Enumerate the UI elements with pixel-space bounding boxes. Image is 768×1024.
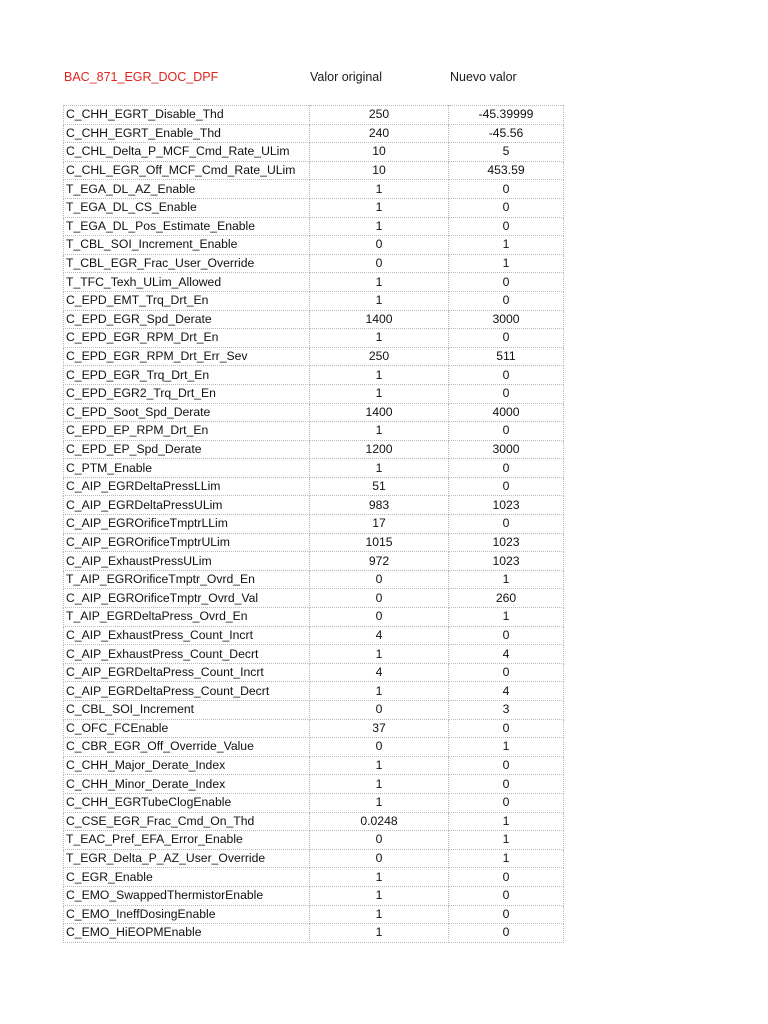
table-row bbox=[64, 273, 564, 292]
table-row bbox=[64, 106, 564, 125]
new-value-cell: 1 bbox=[449, 236, 564, 255]
original-value-cell: 10 bbox=[310, 143, 449, 162]
new-value-cell: 1 bbox=[449, 812, 564, 831]
table-row bbox=[64, 384, 564, 403]
new-value-cell: 4 bbox=[449, 645, 564, 664]
parameter-name-cell: C_AIP_ExhaustPressULim bbox=[64, 552, 310, 571]
new-value-cell: 0 bbox=[449, 459, 564, 478]
original-value-cell: 0 bbox=[310, 254, 449, 273]
table-row bbox=[64, 589, 564, 608]
original-value-cell: 972 bbox=[310, 552, 449, 571]
parameter-table bbox=[63, 105, 564, 943]
parameter-name-cell: C_AIP_EGRDeltaPress_Count_Incrt bbox=[64, 663, 310, 682]
original-value-cell: 0 bbox=[310, 589, 449, 608]
parameter-name-cell: C_AIP_EGRDeltaPressLLim bbox=[64, 477, 310, 496]
parameter-name-cell: C_EGR_Enable bbox=[64, 868, 310, 887]
table-row bbox=[64, 775, 564, 794]
table-row bbox=[64, 217, 564, 236]
new-value-cell: 4000 bbox=[449, 403, 564, 422]
table-row bbox=[64, 236, 564, 255]
new-value-cell: 1023 bbox=[449, 533, 564, 552]
original-value-cell: 1 bbox=[310, 422, 449, 441]
original-value-cell: 0 bbox=[310, 849, 449, 868]
original-value-cell: 1 bbox=[310, 366, 449, 385]
original-value-cell: 4 bbox=[310, 663, 449, 682]
new-value-cell: 0 bbox=[449, 366, 564, 385]
new-value-cell: 1023 bbox=[449, 552, 564, 571]
new-value-cell: 0 bbox=[449, 384, 564, 403]
parameter-name-cell: C_CHH_Minor_Derate_Index bbox=[64, 775, 310, 794]
parameter-name-cell: T_AIP_EGRDeltaPress_Ovrd_En bbox=[64, 608, 310, 627]
original-value-cell: 37 bbox=[310, 719, 449, 738]
parameter-name-cell: T_CBL_SOI_Increment_Enable bbox=[64, 236, 310, 255]
parameter-name-cell: T_EGA_DL_AZ_Enable bbox=[64, 180, 310, 199]
parameter-header: BAC_871_EGR_DOC_DPF bbox=[64, 70, 219, 84]
table-row bbox=[64, 812, 564, 831]
parameter-name-cell: C_AIP_EGROrificeTmptrLLim bbox=[64, 515, 310, 534]
parameter-name-cell: T_TFC_Texh_ULim_Allowed bbox=[64, 273, 310, 292]
new-value-cell: 1 bbox=[449, 254, 564, 273]
table-row bbox=[64, 756, 564, 775]
parameter-table-body bbox=[64, 106, 564, 943]
parameter-name-cell: C_AIP_EGROrificeTmptrULim bbox=[64, 533, 310, 552]
table-row bbox=[64, 124, 564, 143]
new-value-cell: 0 bbox=[449, 515, 564, 534]
parameter-name-cell: T_EGR_Delta_P_AZ_User_Override bbox=[64, 849, 310, 868]
new-value-cell: 0 bbox=[449, 886, 564, 905]
new-value-cell: 1 bbox=[449, 608, 564, 627]
original-value-cell: 0.0248 bbox=[310, 812, 449, 831]
original-value-cell: 1 bbox=[310, 273, 449, 292]
new-value-cell: 0 bbox=[449, 719, 564, 738]
table-row bbox=[64, 403, 564, 422]
original-value-cell: 1 bbox=[310, 924, 449, 943]
table-row bbox=[64, 924, 564, 943]
table-row bbox=[64, 886, 564, 905]
original-value-cell: 10 bbox=[310, 161, 449, 180]
parameter-name-cell: C_EPD_EGR_Spd_Derate bbox=[64, 310, 310, 329]
parameter-name-cell: C_CHH_EGRT_Disable_Thd bbox=[64, 106, 310, 125]
parameter-name-cell: C_AIP_EGRDeltaPress_Count_Decrt bbox=[64, 682, 310, 701]
original-value-cell: 1 bbox=[310, 180, 449, 199]
table-row bbox=[64, 366, 564, 385]
original-value-cell: 1 bbox=[310, 756, 449, 775]
original-value-cell: 1 bbox=[310, 329, 449, 348]
new-value-cell: 3000 bbox=[449, 310, 564, 329]
original-value-cell: 0 bbox=[310, 831, 449, 850]
new-value-cell: 0 bbox=[449, 775, 564, 794]
new-value-cell: 0 bbox=[449, 291, 564, 310]
original-value-cell: 250 bbox=[310, 106, 449, 125]
new-value-cell: 1 bbox=[449, 738, 564, 757]
original-value-cell: 1 bbox=[310, 198, 449, 217]
new-value-cell: 0 bbox=[449, 180, 564, 199]
parameter-name-cell: T_EAC_Pref_EFA_Error_Enable bbox=[64, 831, 310, 850]
new-value-cell: 1023 bbox=[449, 496, 564, 515]
original-value-header: Valor original bbox=[310, 70, 383, 84]
column-header-row bbox=[0, 70, 768, 88]
table-row bbox=[64, 440, 564, 459]
original-value-cell: 1 bbox=[310, 793, 449, 812]
parameter-name-cell: C_EPD_EP_Spd_Derate bbox=[64, 440, 310, 459]
table-row bbox=[64, 701, 564, 720]
original-value-cell: 0 bbox=[310, 236, 449, 255]
new-value-cell: 3000 bbox=[449, 440, 564, 459]
table-row bbox=[64, 254, 564, 273]
parameter-name-cell: C_AIP_ExhaustPress_Count_Decrt bbox=[64, 645, 310, 664]
new-value-cell: 0 bbox=[449, 663, 564, 682]
new-value-cell: 453.59 bbox=[449, 161, 564, 180]
original-value-cell: 240 bbox=[310, 124, 449, 143]
original-value-cell: 1 bbox=[310, 868, 449, 887]
original-value-cell: 1400 bbox=[310, 310, 449, 329]
table-row bbox=[64, 608, 564, 627]
original-value-cell: 1 bbox=[310, 384, 449, 403]
table-row bbox=[64, 347, 564, 366]
original-value-cell: 4 bbox=[310, 626, 449, 645]
new-value-cell: 260 bbox=[449, 589, 564, 608]
parameter-name-cell: T_EGA_DL_Pos_Estimate_Enable bbox=[64, 217, 310, 236]
original-value-cell: 17 bbox=[310, 515, 449, 534]
original-value-cell: 1 bbox=[310, 291, 449, 310]
table-row bbox=[64, 533, 564, 552]
original-value-cell: 1 bbox=[310, 886, 449, 905]
original-value-cell: 1400 bbox=[310, 403, 449, 422]
table-row bbox=[64, 719, 564, 738]
new-value-cell: 0 bbox=[449, 329, 564, 348]
new-value-cell: 0 bbox=[449, 217, 564, 236]
new-value-cell: 0 bbox=[449, 868, 564, 887]
parameter-name-cell: T_EGA_DL_CS_Enable bbox=[64, 198, 310, 217]
new-value-cell: 5 bbox=[449, 143, 564, 162]
table-row bbox=[64, 459, 564, 478]
parameter-name-cell: C_CBR_EGR_Off_Override_Value bbox=[64, 738, 310, 757]
parameter-name-cell: C_AIP_EGROrificeTmptr_Ovrd_Val bbox=[64, 589, 310, 608]
table-row bbox=[64, 868, 564, 887]
table-row bbox=[64, 682, 564, 701]
parameter-name-cell: C_CHL_EGR_Off_MCF_Cmd_Rate_ULim bbox=[64, 161, 310, 180]
table-row bbox=[64, 849, 564, 868]
table-row bbox=[64, 738, 564, 757]
table-row bbox=[64, 180, 564, 199]
new-value-cell: 1 bbox=[449, 849, 564, 868]
original-value-cell: 0 bbox=[310, 608, 449, 627]
parameter-name-cell: C_EPD_EMT_Trq_Drt_En bbox=[64, 291, 310, 310]
parameter-name-cell: T_AIP_EGROrificeTmptr_Ovrd_En bbox=[64, 570, 310, 589]
table-row bbox=[64, 663, 564, 682]
original-value-cell: 1 bbox=[310, 682, 449, 701]
table-row bbox=[64, 905, 564, 924]
parameter-name-cell: C_AIP_ExhaustPress_Count_Incrt bbox=[64, 626, 310, 645]
parameter-name-cell: C_CHL_Delta_P_MCF_Cmd_Rate_ULim bbox=[64, 143, 310, 162]
table-row bbox=[64, 496, 564, 515]
parameter-name-cell: C_EPD_EGR_Trq_Drt_En bbox=[64, 366, 310, 385]
table-row bbox=[64, 329, 564, 348]
new-value-cell: 0 bbox=[449, 793, 564, 812]
new-value-cell: 0 bbox=[449, 477, 564, 496]
table-row bbox=[64, 310, 564, 329]
new-value-cell: 3 bbox=[449, 701, 564, 720]
parameter-name-cell: C_EPD_EGR_RPM_Drt_Err_Sev bbox=[64, 347, 310, 366]
parameter-name-cell: T_CBL_EGR_Frac_User_Override bbox=[64, 254, 310, 273]
parameter-name-cell: C_CSE_EGR_Frac_Cmd_On_Thd bbox=[64, 812, 310, 831]
original-value-cell: 1 bbox=[310, 217, 449, 236]
parameter-name-cell: C_CHH_EGRTubeClogEnable bbox=[64, 793, 310, 812]
parameter-name-cell: C_EMO_HiEOPMEnable bbox=[64, 924, 310, 943]
new-value-header: Nuevo valor bbox=[450, 70, 517, 84]
new-value-cell: 1 bbox=[449, 831, 564, 850]
original-value-cell: 1015 bbox=[310, 533, 449, 552]
table-row bbox=[64, 422, 564, 441]
parameter-name-cell: C_CHH_EGRT_Enable_Thd bbox=[64, 124, 310, 143]
original-value-cell: 0 bbox=[310, 570, 449, 589]
parameter-name-cell: C_AIP_EGRDeltaPressULim bbox=[64, 496, 310, 515]
original-value-cell: 1 bbox=[310, 775, 449, 794]
table-row bbox=[64, 198, 564, 217]
original-value-cell: 0 bbox=[310, 738, 449, 757]
new-value-cell: -45.39999 bbox=[449, 106, 564, 125]
parameter-name-cell: C_EMO_IneffDosingEnable bbox=[64, 905, 310, 924]
new-value-cell: 0 bbox=[449, 422, 564, 441]
table-row bbox=[64, 570, 564, 589]
original-value-cell: 0 bbox=[310, 701, 449, 720]
new-value-cell: 1 bbox=[449, 570, 564, 589]
original-value-cell: 51 bbox=[310, 477, 449, 496]
table-row bbox=[64, 626, 564, 645]
parameter-name-cell: C_PTM_Enable bbox=[64, 459, 310, 478]
parameter-name-cell: C_EPD_EP_RPM_Drt_En bbox=[64, 422, 310, 441]
parameter-name-cell: C_EPD_Soot_Spd_Derate bbox=[64, 403, 310, 422]
table-row bbox=[64, 515, 564, 534]
original-value-cell: 1 bbox=[310, 645, 449, 664]
new-value-cell: 0 bbox=[449, 905, 564, 924]
table-row bbox=[64, 831, 564, 850]
new-value-cell: 511 bbox=[449, 347, 564, 366]
new-value-cell: 0 bbox=[449, 924, 564, 943]
parameter-name-cell: C_EMO_SwappedThermistorEnable bbox=[64, 886, 310, 905]
original-value-cell: 1 bbox=[310, 459, 449, 478]
original-value-cell: 1200 bbox=[310, 440, 449, 459]
new-value-cell: 0 bbox=[449, 198, 564, 217]
parameter-name-cell: C_EPD_EGR2_Trq_Drt_En bbox=[64, 384, 310, 403]
table-row bbox=[64, 161, 564, 180]
new-value-cell: -45.56 bbox=[449, 124, 564, 143]
new-value-cell: 0 bbox=[449, 626, 564, 645]
parameter-name-cell: C_CHH_Major_Derate_Index bbox=[64, 756, 310, 775]
new-value-cell: 4 bbox=[449, 682, 564, 701]
table-row bbox=[64, 143, 564, 162]
new-value-cell: 0 bbox=[449, 756, 564, 775]
original-value-cell: 1 bbox=[310, 905, 449, 924]
table-row bbox=[64, 645, 564, 664]
parameter-name-cell: C_CBL_SOI_Increment bbox=[64, 701, 310, 720]
table-row bbox=[64, 291, 564, 310]
original-value-cell: 983 bbox=[310, 496, 449, 515]
parameter-name-cell: C_EPD_EGR_RPM_Drt_En bbox=[64, 329, 310, 348]
original-value-cell: 250 bbox=[310, 347, 449, 366]
table-row bbox=[64, 793, 564, 812]
table-row bbox=[64, 552, 564, 571]
parameter-name-cell: C_OFC_FCEnable bbox=[64, 719, 310, 738]
new-value-cell: 0 bbox=[449, 273, 564, 292]
table-row bbox=[64, 477, 564, 496]
